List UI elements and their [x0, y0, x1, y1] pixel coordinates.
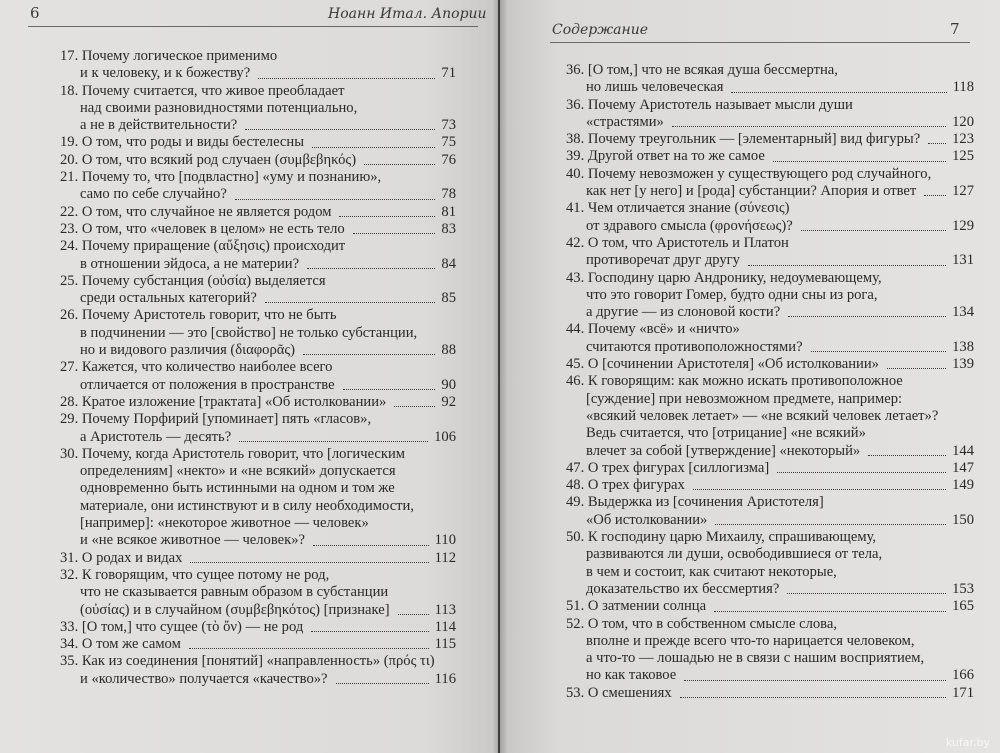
toc-entry: [566, 373, 974, 459]
table-of-contents: [60, 48, 456, 688]
toc-page-number: 112: [434, 549, 456, 566]
toc-entry-text: 29. Почему Порфирий [упоминает] пять «гласов»,: [60, 411, 372, 428]
toc-entry-text: определениям] «некто» и «не всякий» допускается: [80, 463, 396, 480]
toc-entry: [60, 152, 456, 169]
running-head: Содержание: [552, 22, 649, 38]
leader-dots: [311, 631, 429, 632]
toc-entry-text: 20. О том, что всякий род случаен (συμβεβηκός): [60, 151, 357, 168]
right-page: [500, 0, 1000, 753]
toc-page-number: 110: [434, 532, 456, 549]
toc-entry: [60, 273, 456, 308]
toc-page-number: 113: [434, 601, 456, 618]
leader-dots: [265, 302, 435, 303]
toc-entry-text: отличается от положения в пространстве: [80, 376, 335, 393]
toc-entry-text: 35. Как из соединения [понятий] «направленность» (πρός τι): [60, 653, 435, 670]
toc-page-number: 166: [952, 667, 974, 684]
toc-entry: [566, 477, 974, 494]
leader-dots: [353, 233, 435, 234]
toc-entry-text: 50. К господину царю Михаилу, спрашивающему,: [566, 529, 877, 546]
toc-entry: [566, 529, 974, 598]
toc-entry-text: но лишь человеческая: [586, 79, 724, 96]
leader-dots: [364, 164, 435, 165]
toc-entry-text: 25. Почему субстанция (οὐσία) выделяется: [60, 272, 326, 289]
leader-dots: [777, 472, 946, 473]
toc-entry: [60, 238, 456, 273]
toc-entry: [60, 221, 456, 238]
toc-page-number: 134: [952, 304, 974, 321]
toc-entry-text: развиваются ли души, освободившиеся от тела,: [586, 546, 883, 563]
left-page: [0, 0, 498, 753]
running-head: Ноанн Итал. Апории: [328, 6, 487, 22]
toc-entry-text: 48. О трех фигурах: [566, 477, 685, 494]
toc-page-number: 120: [952, 113, 974, 130]
toc-entry-text: 28. Кратое изложение [трактата] «Об истолковании»: [60, 393, 387, 410]
leader-dots: [258, 78, 435, 79]
toc-page-number: 131: [952, 252, 974, 269]
toc-page-number: 83: [441, 220, 456, 237]
toc-page-number: 85: [441, 290, 456, 307]
header-rule: [550, 42, 970, 43]
toc-entry: [60, 446, 456, 550]
leader-dots: [672, 126, 946, 127]
toc-page-number: 147: [952, 459, 974, 476]
toc-entry-text: вполне и прежде всего что-то нарицается человеком,: [586, 632, 915, 649]
toc-entry: [60, 550, 456, 567]
toc-entry-text: «всякий человек летает» — «не всякий человек летает»?: [586, 407, 939, 424]
toc-entry-text: среди остальных категорий?: [80, 290, 257, 307]
leader-dots: [787, 593, 946, 594]
toc-entry-text: в чем и состоит, как считают некоторые,: [586, 563, 837, 580]
toc-entry-text: 22. О том, что случайное не является родом: [60, 203, 332, 220]
toc-entry-text: 32. К говорящим, что сущее потому не род,: [60, 566, 330, 583]
toc-entry-text: 33. [О том,] что сущее (τὸ ὄν) — не род: [60, 618, 304, 635]
leader-dots: [811, 351, 946, 352]
watermark: kufar.by: [945, 736, 990, 749]
toc-entry-text: 49. Выдержка из [сочинения Аристотеля]: [566, 494, 824, 511]
toc-entry-text: а другие — из слоновой кости?: [586, 304, 781, 321]
toc-entry-text: над своими разновидностями потенциально,: [80, 99, 358, 116]
toc-page-number: 144: [952, 442, 974, 459]
leader-dots: [684, 680, 946, 681]
table-of-contents: [566, 62, 974, 702]
toc-page-number: 78: [441, 186, 456, 203]
toc-page-number: 115: [434, 636, 456, 653]
toc-page-number: 73: [441, 117, 456, 134]
toc-page-number: 118: [952, 79, 974, 96]
toc-entry-text: но и видового различия (διαφορᾶς): [80, 342, 296, 359]
toc-entry-text: «Об истолковании»: [586, 511, 708, 528]
book-gutter: [492, 0, 508, 753]
leader-dots: [303, 354, 435, 355]
toc-entry: [566, 460, 974, 477]
toc-page-number: 125: [952, 148, 974, 165]
toc-entry-text: 51. О затмении солнца: [566, 598, 707, 615]
toc-entry-text: 18. Почему считается, что живое преобладает: [60, 82, 345, 99]
toc-entry-text: но как таковое: [586, 667, 677, 684]
toc-entry: [566, 494, 974, 529]
toc-page-number: 114: [434, 618, 456, 635]
toc-entry-text: 52. О том, что в собственном смысле слова,: [566, 615, 837, 632]
toc-entry: [566, 685, 974, 702]
toc-entry-text: как нет [у него] и [рода] субстанции? Апория и ответ: [586, 183, 917, 200]
toc-entry: [60, 359, 456, 394]
toc-entry-text: что не сказывается равным образом в субстанции: [80, 584, 389, 601]
toc-entry: [566, 270, 974, 322]
toc-entry-text: 27. Кажется, что количество наиболее всего: [60, 359, 333, 376]
toc-page-number: 138: [952, 338, 974, 355]
leader-dots: [693, 489, 946, 490]
toc-entry: [60, 411, 456, 446]
leader-dots: [307, 268, 435, 269]
toc-entry-text: противоречат друг другу: [586, 252, 740, 269]
leader-dots: [336, 683, 429, 684]
toc-entry-text: 42. О том, что Аристотель и Платон: [566, 234, 789, 251]
toc-entry: [566, 598, 974, 615]
toc-entry: [60, 48, 456, 83]
leader-dots: [398, 614, 429, 615]
page-number: 6: [30, 4, 40, 22]
toc-page-number: 171: [952, 684, 974, 701]
toc-entry: [60, 204, 456, 221]
leader-dots: [887, 368, 946, 369]
toc-entry-text: и к человеку, и к божеству?: [80, 65, 251, 82]
toc-page-number: 129: [952, 217, 974, 234]
toc-entry-text: [суждение] при невозможном предмете, например:: [586, 390, 903, 407]
toc-page-number: 81: [441, 203, 456, 220]
toc-entry-text: 46. К говорящим: как можно искать противоположное: [566, 373, 903, 390]
leader-dots: [731, 92, 947, 93]
toc-entry: [566, 235, 974, 270]
toc-page-number: 116: [434, 670, 456, 687]
toc-page-number: 84: [441, 255, 456, 272]
toc-entry-text: одновременно быть истинными на одном и том же: [80, 480, 395, 497]
toc-entry-text: 31. О родах и видах: [60, 549, 183, 566]
leader-dots: [801, 230, 946, 231]
toc-entry-text: материале, они истинствуют и в силу необходимости,: [80, 497, 415, 514]
toc-entry: [566, 131, 974, 148]
toc-entry-text: 36. Почему Аристотель называет мысли души: [566, 96, 853, 113]
toc-entry-text: 24. Почему приращение (αὔξησις) происходит: [60, 238, 346, 255]
toc-page-number: 106: [434, 428, 456, 445]
toc-entry-text: а не в действительности?: [80, 117, 238, 134]
toc-entry: [566, 166, 974, 201]
leader-dots: [928, 143, 946, 144]
leader-dots: [239, 441, 428, 442]
toc-entry: [60, 307, 456, 359]
leader-dots: [924, 195, 946, 196]
leader-dots: [339, 216, 435, 217]
toc-entry-text: 34. О том же самом: [60, 636, 181, 653]
toc-entry-text: что это говорит Гомер, будто одни сны из рога,: [586, 286, 878, 303]
leader-dots: [245, 129, 435, 130]
leader-dots: [343, 389, 435, 390]
toc-entry-text: 43. Господину царю Андронику, недоумевающему,: [566, 269, 882, 286]
toc-page-number: 71: [441, 65, 456, 82]
toc-entry-text: 53. О смешениях: [566, 684, 672, 701]
leader-dots: [235, 199, 435, 200]
toc-entry-text: 19. О том, что роды и виды бестелесны: [60, 134, 304, 151]
toc-entry: [60, 619, 456, 636]
leader-dots: [715, 524, 946, 525]
toc-entry: [60, 567, 456, 619]
toc-entry: [566, 148, 974, 165]
leader-dots: [748, 265, 946, 266]
toc-page-number: 153: [952, 580, 974, 597]
toc-entry: [566, 321, 974, 356]
toc-entry-text: 39. Другой ответ на то же самое: [566, 148, 765, 165]
toc-entry: [566, 97, 974, 132]
toc-entry-text: от здравого смысла (φρονήσεως)?: [586, 217, 793, 234]
toc-entry-text: 47. О трех фигурах [силлогизма]: [566, 459, 770, 476]
toc-entry-text: а Аристотель — десять?: [80, 428, 232, 445]
toc-entry-text: и «не всякое животное — человек»?: [80, 532, 305, 549]
leader-dots: [714, 611, 946, 612]
toc-page-number: 88: [441, 342, 456, 359]
toc-page-number: 139: [952, 356, 974, 373]
toc-entry: [60, 394, 456, 411]
toc-entry-text: влечет за собой [утверждение] «некоторый»: [586, 442, 861, 459]
toc-entry-text: и «количество» получается «качество»?: [80, 670, 328, 687]
toc-entry-text: 26. Почему Аристотель говорит, что не быть: [60, 307, 337, 324]
toc-entry: [60, 169, 456, 204]
leader-dots: [788, 316, 946, 317]
toc-page-number: 76: [441, 151, 456, 168]
leader-dots: [313, 545, 429, 546]
toc-entry: [566, 616, 974, 685]
page-number: 7: [950, 20, 960, 38]
toc-entry-text: а что-то — лошадью не в связи с нашим восприятием,: [586, 650, 925, 667]
toc-entry-text: 40. Почему невозможен у существующего род случайного,: [566, 165, 932, 182]
toc-entry-text: 21. Почему то, что [подвластно] «уму и познанию»,: [60, 169, 382, 186]
leader-dots: [189, 648, 429, 649]
toc-entry-text: [например]: «некоторое животное — человек»: [80, 515, 369, 532]
toc-entry-text: 17. Почему логическое применимо: [60, 48, 278, 64]
toc-entry: [60, 653, 456, 688]
toc-entry-text: 45. О [сочинении Аристотеля] «Об истолковании»: [566, 356, 879, 373]
toc-entry-text: 30. Почему, когда Аристотель говорит, что [логическим: [60, 445, 406, 462]
toc-page-number: 92: [441, 393, 456, 410]
toc-entry-text: само по себе случайно?: [80, 186, 227, 203]
leader-dots: [190, 562, 429, 563]
toc-page-number: 123: [952, 131, 974, 148]
toc-page-number: 127: [952, 183, 974, 200]
leader-dots: [868, 455, 946, 456]
toc-entry: [566, 62, 974, 97]
toc-entry: [566, 200, 974, 235]
leader-dots: [680, 697, 946, 698]
toc-entry: [566, 356, 974, 373]
toc-entry-text: в подчинении — это [свойство] не только субстанции,: [80, 324, 418, 341]
toc-page-number: 165: [952, 598, 974, 615]
leader-dots: [394, 406, 435, 407]
toc-entry-text: считаются противоположностями?: [586, 338, 803, 355]
toc-entry-text: Ведь считается, что [отрицание] «не всякий»: [586, 425, 866, 442]
toc-entry-text: 36. [О том,] что не всякая душа бессмертна,: [566, 62, 838, 78]
leader-dots: [773, 161, 946, 162]
header-rule: [28, 26, 478, 27]
toc-page-number: 150: [952, 511, 974, 528]
toc-entry-text: «страстями»: [586, 113, 664, 130]
toc-entry-text: 41. Чем отличается знание (σύνεσις): [566, 200, 790, 217]
toc-entry: [60, 83, 456, 135]
toc-entry: [60, 636, 456, 653]
toc-entry-text: 23. О том, что «человек в целом» не есть тело: [60, 220, 345, 237]
toc-entry-text: (οὐσίας) и в случайном (συμβεβηκότος) [признаке]: [80, 601, 390, 618]
toc-entry-text: 38. Почему треугольник — [элементарный] вид фигуры?: [566, 131, 921, 148]
toc-entry-text: 44. Почему «всё» и «ничто»: [566, 321, 740, 338]
toc-page-number: 149: [952, 477, 974, 494]
toc-page-number: 90: [441, 376, 456, 393]
toc-entry-text: в отношении эйдоса, а не материи?: [80, 255, 300, 272]
toc-entry-text: доказательство их бессмертия?: [586, 580, 780, 597]
leader-dots: [312, 147, 435, 148]
toc-entry: [60, 134, 456, 151]
toc-page-number: 75: [441, 134, 456, 151]
